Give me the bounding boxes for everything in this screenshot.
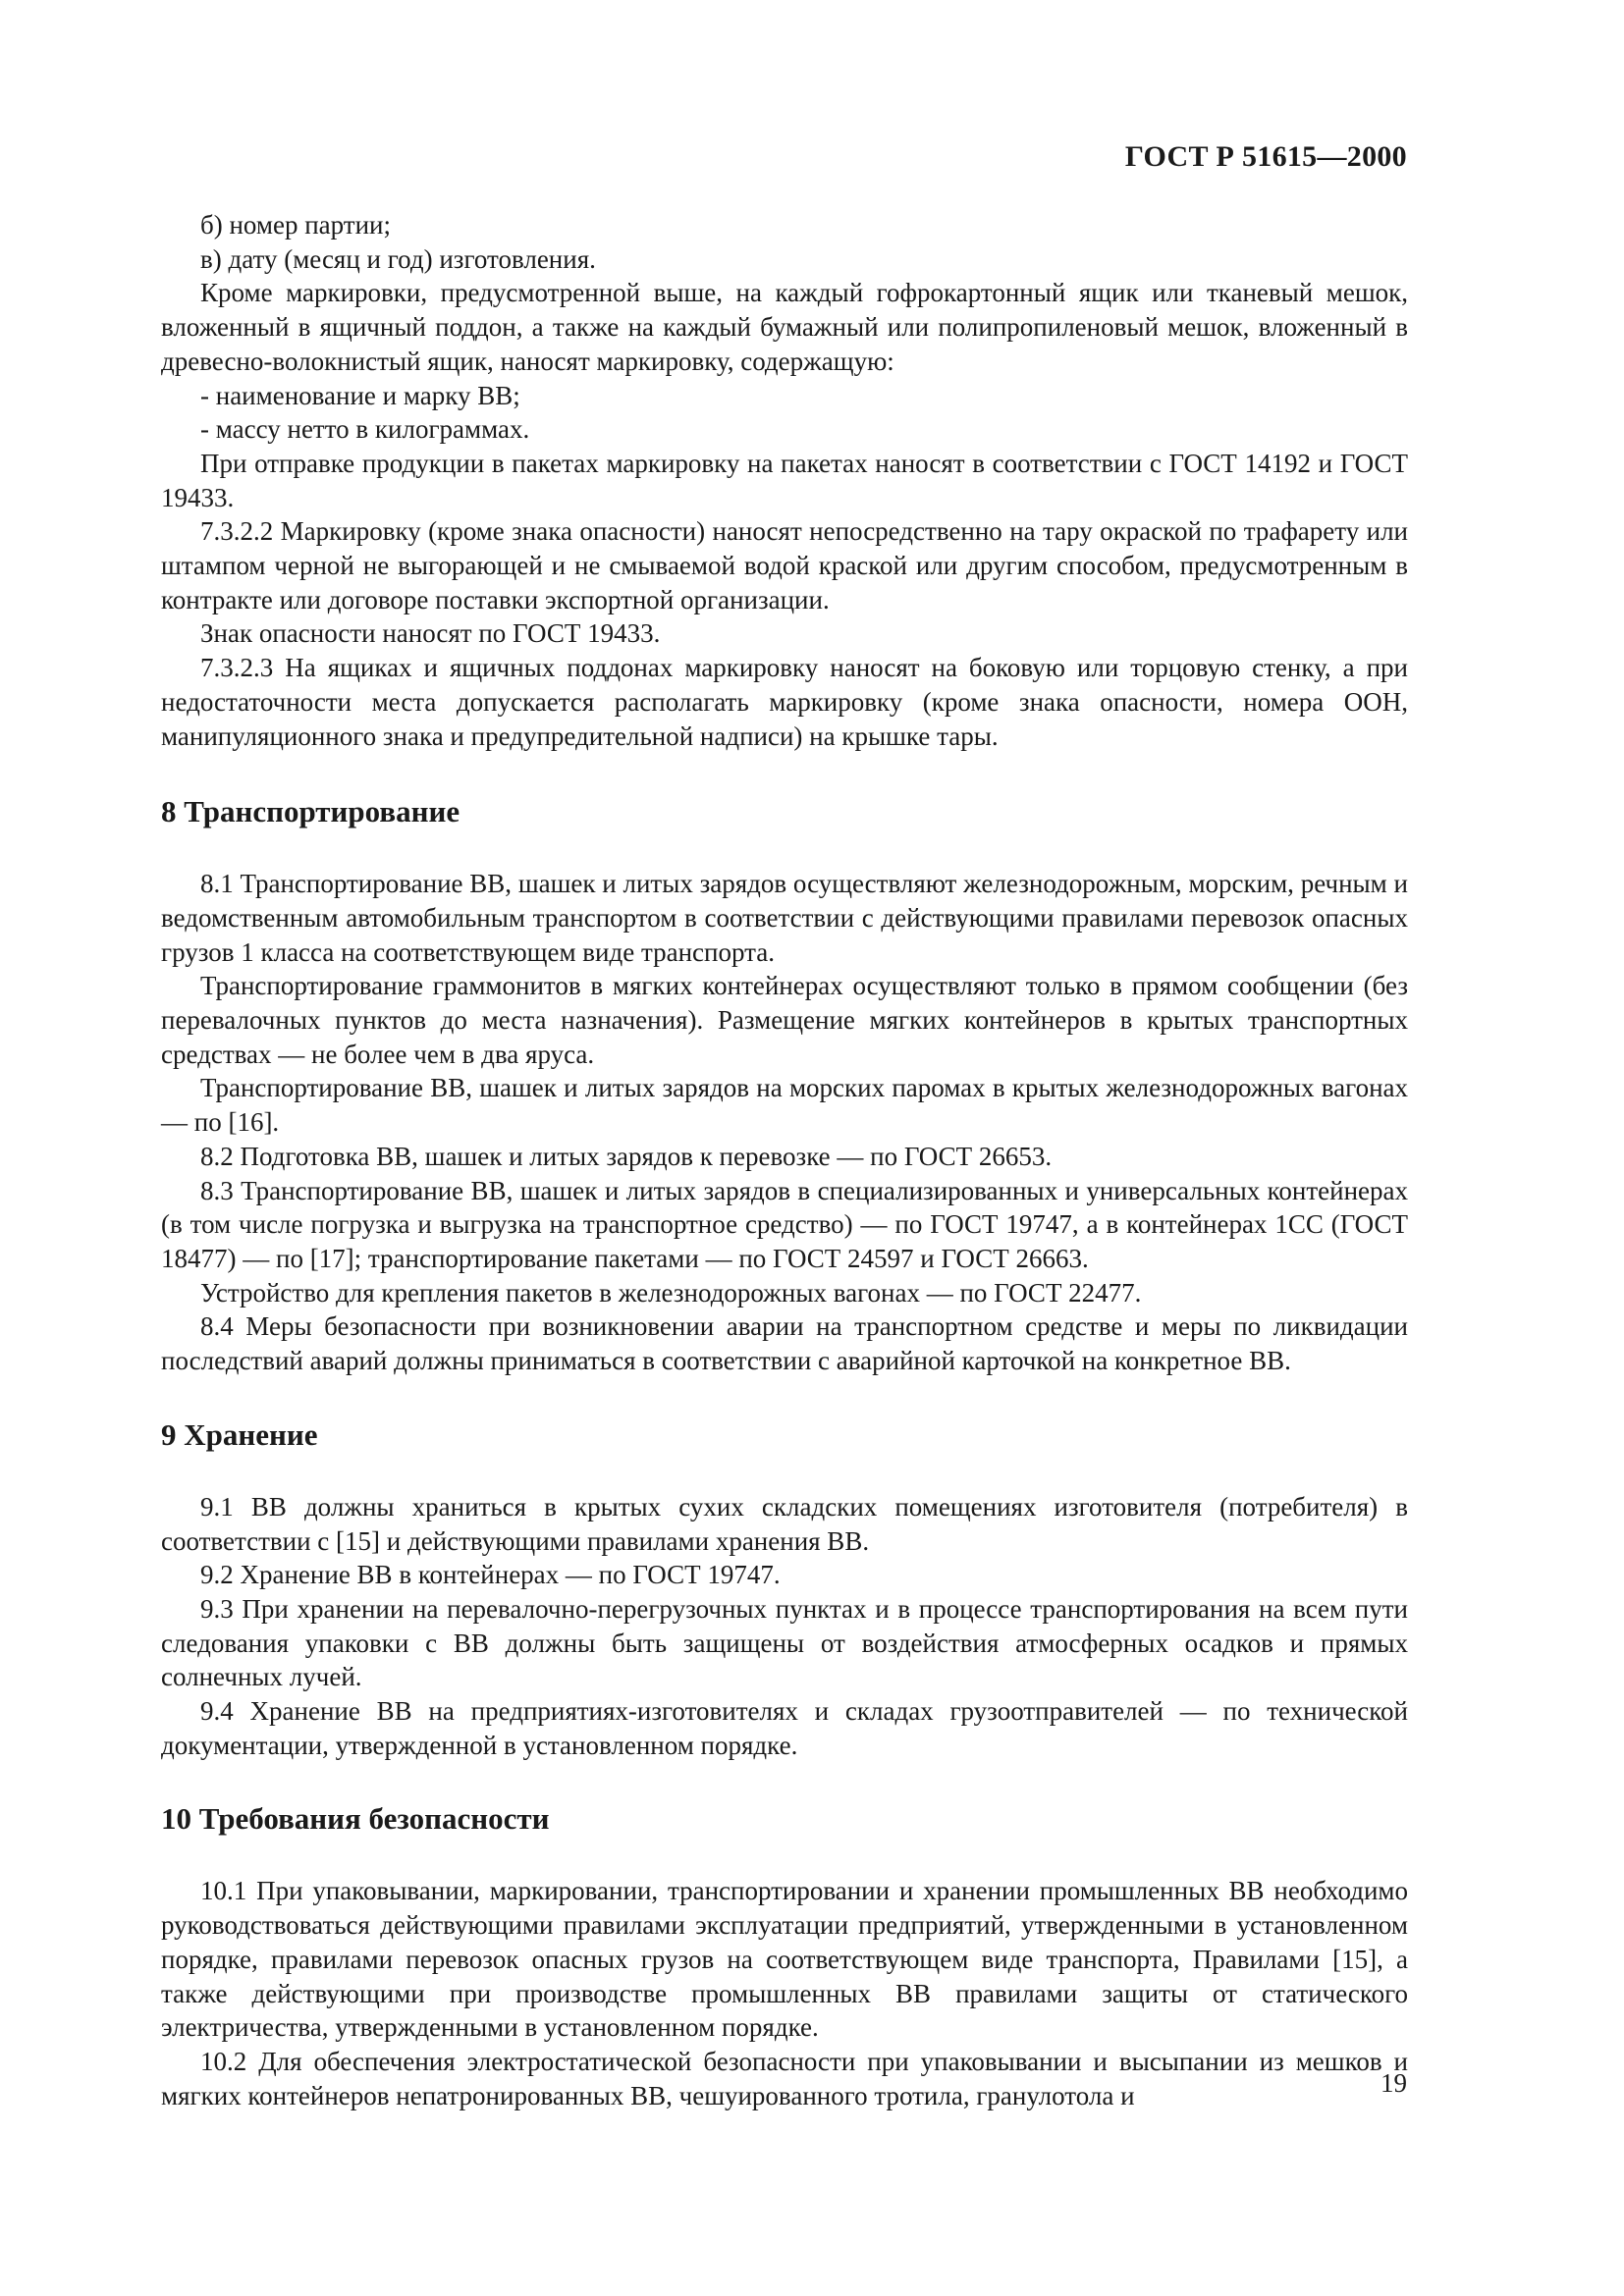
- body-paragraph: 10.1 При упаковывании, маркировании, транспортировании и хранении промышленных ВВ необходимо руководствоваться действующими правилами эксплуатации предприятий, утвержденными в установленном порядке, правилами перевозок опасных грузов на соответствующем виде транспорта, Правилами [15], а также действующими при производстве промышленных ВВ правилами защиты от статического электричества, утвержденными в установленном порядке.: [161, 1876, 1408, 2043]
- body-paragraph: 9.3 При хранении на перевалочно-перегрузочных пунктах и в процессе транспортирования на всем пути следования упаковки с ВВ должны быть защищены от воздействия атмосферных осадков и прямых солнечных лучей.: [161, 1593, 1408, 1692]
- body-paragraph: Кроме маркировки, предусмотренной выше, на каждый гофрокартонный ящик или тканевый мешок, вложенный в ящичный поддон, а также на каждый бумажный или полипропиленовый мешок, вложенный в древесно-волокнистый ящик, наносят маркировку, содержащую:: [161, 278, 1408, 376]
- body-paragraph: Транспортирование граммонитов в мягких контейнерах осуществляют только в прямом сообщении (без перевалочных пунктов до места назначения). Размещение мягких контейнеров в крытых транспортных средствах — не более чем в два яруса.: [161, 971, 1408, 1069]
- body-paragraph: 9.1 ВВ должны храниться в крытых сухих складских помещениях изготовителя (потребителя) в соответствии с [15] и действующими правилами хранения ВВ.: [161, 1491, 1408, 1556]
- document-body: [161, 208, 1408, 2112]
- document-code-header: ГОСТ Р 51615—2000: [1124, 140, 1407, 173]
- section-heading: 8 Транспортирование: [161, 794, 460, 829]
- page-number: 19: [1380, 2068, 1407, 2098]
- body-paragraph: 10.2 Для обеспечения электростатической безопасности при упаковывании и высыпании из мешков и мягких контейнеров непатронированных ВВ, чешуированного тротила, гранулотола и: [161, 2046, 1408, 2110]
- section-heading: 10 Требования безопасности: [161, 1801, 550, 1837]
- body-paragraph: - наименование и марку ВВ;: [200, 380, 520, 410]
- body-paragraph: в) дату (месяц и год) изготовления.: [200, 243, 596, 274]
- body-paragraph: 9.2 Хранение ВВ в контейнерах — по ГОСТ 19747.: [200, 1560, 781, 1590]
- body-paragraph: 8.1 Транспортирование ВВ, шашек и литых зарядов осуществляют железнодорожным, морским, речным и ведомственным автомобильным транспортом в соответствии с действующими правилами перевозок опасных грузов 1 класса на соответствующем виде транспорта.: [161, 869, 1408, 967]
- body-paragraph: 8.3 Транспортирование ВВ, шашек и литых зарядов в специализированных и универсальных контейнерах (в том числе погрузка и выгрузка на транспортное средство) — по ГОСТ 19747, а в контейнерах 1СС (ГОСТ 18477) — по [17]; транспортирование пакетами — по ГОСТ 24597 и ГОСТ 26663.: [161, 1175, 1408, 1273]
- body-paragraph: Знак опасности наносят по ГОСТ 19433.: [200, 618, 661, 649]
- body-paragraph: Транспортирование ВВ, шашек и литых зарядов на морских паромах в крытых железнодорожных вагонах — по [16].: [161, 1073, 1408, 1138]
- body-paragraph: 8.2 Подготовка ВВ, шашек и литых зарядов к перевозке — по ГОСТ 26653.: [200, 1141, 1053, 1171]
- body-paragraph: 9.4 Хранение ВВ на предприятиях-изготовителях и складах грузоотправителей — по технической документации, утвержденной в установленном порядке.: [161, 1696, 1408, 1760]
- body-paragraph: При отправке продукции в пакетах маркировку на пакетах наносят в соответствии с ГОСТ 14192 и ГОСТ 19433.: [161, 448, 1408, 512]
- body-paragraph: 7.3.2.2 Маркировку (кроме знака опасности) наносят непосредственно на тару окраской по трафарету или штампом черной не выгорающей и не смываемой водой краской или другим способом, предусмотренным в контракте или договоре поставки экспортной организации.: [161, 516, 1408, 614]
- body-paragraph: - массу нетто в килограммах.: [200, 414, 530, 445]
- body-paragraph: Устройство для крепления пакетов в железнодорожных вагонах — по ГОСТ 22477.: [200, 1277, 1142, 1308]
- body-paragraph: 7.3.2.3 На ящиках и ящичных поддонах маркировку наносят на боковую или торцовую стенку, а при недостаточности места допускается располагать маркировку (кроме знака опасности, номера ООН, манипуляционного знака и предупредительной надписи) на крышке тары.: [161, 653, 1408, 751]
- body-paragraph: 8.4 Меры безопасности при возникновении аварии на транспортном средстве и меры по ликвидации последствий аварий должны приниматься в соответствии с аварийной карточкой на конкретное ВВ.: [161, 1311, 1408, 1376]
- body-paragraph: б) номер партии;: [200, 210, 392, 240]
- section-heading: 9 Хранение: [161, 1416, 318, 1452]
